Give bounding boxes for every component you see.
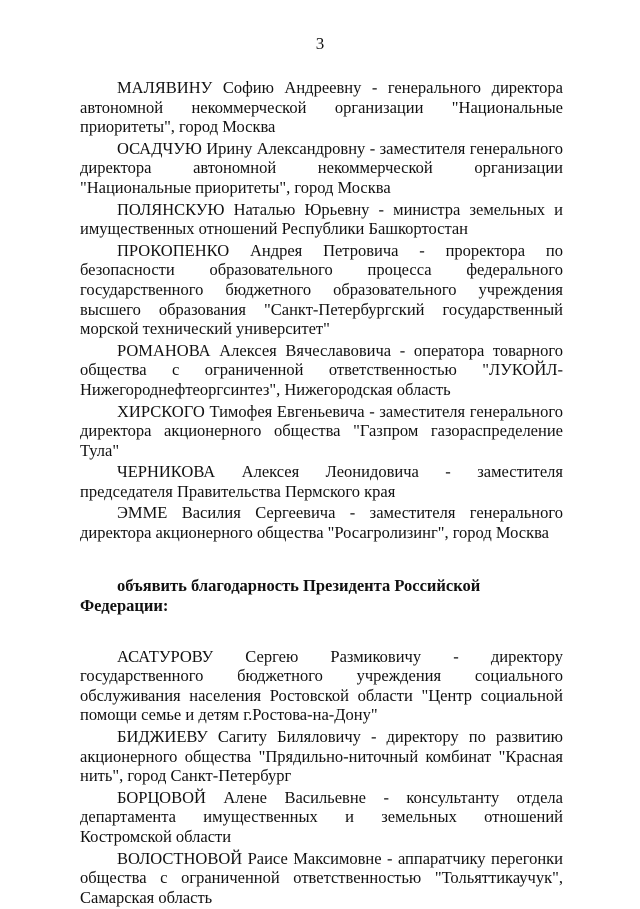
award-entry: РОМАНОВА Алексея Вячеславовича - оператора товарного общества с ограниченной ответственностью "ЛУКОЙЛ-Нижегороднефтеоргсинтез", Нижегородская область — [80, 340, 563, 399]
gratitude-entry: ВОЛОСТНОВОЙ Раисе Максимовне - аппаратчику перегонки общества с ограниченной ответственностью "Тольяттикаучук", Самарская область — [80, 848, 563, 907]
award-entry: ПРОКОПЕНКО Андрея Петровича - проректора по безопасности образовательного процесса федерального государственного бюджетного образовательного учреждения высшего образования "Санкт-Петербургский государственный морской технический университет" — [80, 240, 563, 339]
award-entry: ЧЕРНИКОВА Алексея Леонидовича - заместителя председателя Правительства Пермского края — [80, 462, 563, 501]
award-entry: ХИРСКОГО Тимофея Евгеньевича - заместителя генерального директора акционерного общества "Газпром газораспределение Тула" — [80, 401, 563, 460]
award-entry: ЭММЕ Василия Сергеевича - заместителя генерального директора акционерного общества "Росагролизинг", город Москва — [80, 503, 563, 543]
section-heading: объявить благодарность Президента Российской Федерации: — [80, 575, 481, 615]
award-entry: ПОЛЯНСКУЮ Наталью Юрьевну - министра земельных и имущественных отношений Республики Башкортостан — [80, 199, 563, 239]
gratitude-entry: БОРЦОВОЙ Алене Васильевне - консультанту отдела департамента имущественных и земельных отношений Костромской области — [80, 787, 563, 846]
document-body — [80, 78, 563, 909]
page-number: 3 — [315, 34, 325, 53]
gratitude-entry: АСАТУРОВУ Сергею Размиковичу - директору государственного бюджетного учреждения социального обслуживания населения Ростовской области "Центр социальной помощи семье и детям г.Ростова-на-Дону" — [80, 646, 563, 725]
award-entry: МАЛЯВИНУ Софию Андреевну - генерального директора автономной некоммерческой организации "Национальные приоритеты", город Москва — [80, 78, 563, 137]
award-entry: ОСАДЧУЮ Ирину Александровну - заместителя генерального директора автономной некоммерческой организации "Национальные приоритеты", город Москва — [80, 138, 563, 197]
gratitude-entry: БИДЖИЕВУ Сагиту Биляловичу - директору по развитию акционерного общества "Прядильно-ниточный комбинат "Красная нить", город Санкт-Петербург — [80, 727, 563, 786]
